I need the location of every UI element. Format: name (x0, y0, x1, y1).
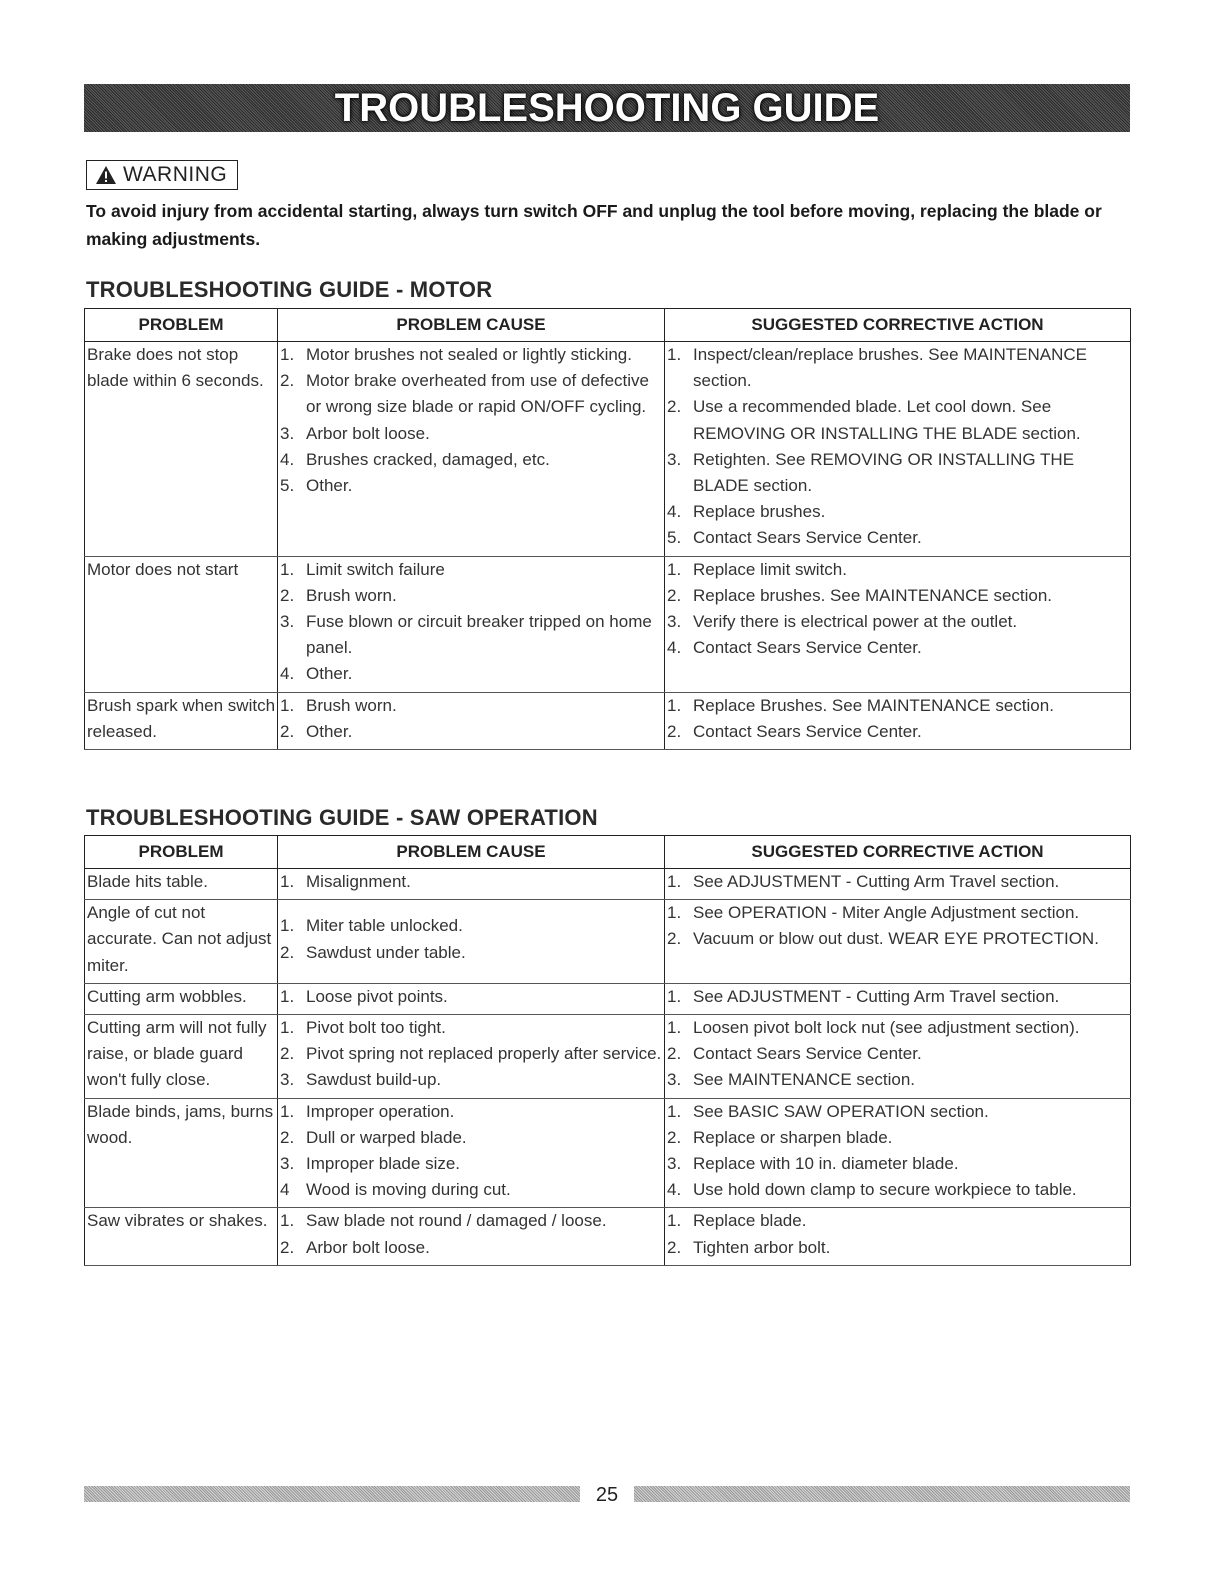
saw-section-title: TROUBLESHOOTING GUIDE - SAW OPERATION (86, 805, 598, 830)
table-row (85, 869, 1131, 900)
cause-cell-list (280, 693, 664, 745)
item-number: 3. (667, 1070, 682, 1090)
action-item (667, 1151, 1130, 1177)
action-cell (665, 342, 1131, 557)
item-text: Improper operation. (306, 1101, 455, 1121)
item-number: 2. (280, 1127, 295, 1147)
action-cell-list (667, 900, 1130, 952)
item-number: 1. (667, 872, 682, 891)
action-item (667, 926, 1130, 952)
item-number: 3. (280, 1070, 295, 1090)
item-text: See BASIC SAW OPERATION section. (693, 1101, 989, 1121)
cause-item (280, 984, 664, 1010)
item-number: 1. (667, 903, 682, 923)
item-text: Motor brake overheated from use of defective or wrong size blade or rapid ON/OFF cycling. (306, 371, 650, 417)
item-number: 2. (280, 585, 295, 605)
item-text: Use hold down clamp to secure workpiece to table. (693, 1180, 1077, 1200)
problem-cell: Brake does not stop blade within 6 seconds. (85, 342, 278, 557)
action-cell (665, 1098, 1131, 1208)
problem-cell: Brush spark when switch released. (85, 692, 278, 749)
table-row (85, 1098, 1131, 1208)
warning-triangle-icon (95, 165, 117, 185)
cause-item (280, 940, 664, 966)
table-header-row (85, 309, 1131, 342)
item-number: 3. (280, 423, 295, 443)
cause-cell (278, 342, 665, 557)
item-number: 2. (667, 929, 682, 949)
item-text: Contact Sears Service Center. (693, 528, 922, 548)
saw-table (84, 835, 1131, 1266)
cause-cell (278, 900, 665, 984)
item-number: 4. (667, 638, 682, 658)
header-action: SUGGESTED CORRECTIVE ACTION (665, 309, 1131, 342)
item-text: Other. (306, 721, 353, 741)
action-item (667, 447, 1130, 499)
item-text: Verify there is electrical power at the outlet. (693, 612, 1018, 632)
action-item (667, 583, 1130, 609)
cause-item (280, 1015, 664, 1041)
cause-item (280, 421, 664, 447)
action-item (667, 1125, 1130, 1151)
page-number: 25 (595, 1484, 619, 1506)
item-text: Use a recommended blade. Let cool down. See REMOVING OR INSTALLING THE BLADE section. (693, 397, 1081, 443)
item-number: 4. (280, 449, 295, 469)
item-number: 3. (280, 1154, 295, 1174)
item-number: 3. (667, 1154, 682, 1174)
cause-cell (278, 1098, 665, 1208)
problem-cell: Cutting arm will not fully raise, or blade guard won't fully close. (85, 1015, 278, 1099)
cause-item (280, 913, 664, 939)
action-item (667, 342, 1130, 394)
item-text: Dull or warped blade. (306, 1127, 467, 1147)
problem-cell: Motor does not start (85, 556, 278, 692)
cause-item (280, 447, 664, 473)
action-item (667, 1177, 1130, 1203)
action-cell-list (667, 557, 1130, 662)
table-header-row (85, 836, 1131, 869)
action-cell (665, 869, 1131, 900)
item-text: Misalignment. (306, 872, 411, 891)
cause-item (280, 1235, 664, 1261)
action-item (667, 1015, 1130, 1041)
cause-item (280, 368, 664, 420)
item-text: Contact Sears Service Center. (693, 638, 922, 658)
item-number: 3. (280, 612, 295, 632)
cause-item (280, 583, 664, 609)
cause-item (280, 693, 664, 719)
item-number: 2. (667, 721, 682, 741)
action-item (667, 1235, 1130, 1261)
item-text: Contact Sears Service Center. (693, 1044, 922, 1064)
motor-table-body (85, 342, 1131, 750)
item-number: 1. (280, 1018, 295, 1038)
item-text: Replace brushes. See MAINTENANCE section. (693, 585, 1053, 605)
item-text: Arbor bolt loose. (306, 423, 430, 443)
item-number: 2. (280, 1044, 295, 1064)
cause-cell-list (280, 1015, 664, 1094)
action-item (667, 557, 1130, 583)
action-cell-list (667, 1015, 1130, 1094)
table-row (85, 692, 1131, 749)
item-number: 2. (280, 721, 295, 741)
item-text: Replace brushes. (693, 502, 826, 522)
item-text: See MAINTENANCE section. (693, 1070, 916, 1090)
action-item (667, 900, 1130, 926)
action-item (667, 1041, 1130, 1067)
cause-cell-list (280, 913, 664, 965)
cause-cell (278, 869, 665, 900)
item-text: Inspect/clean/replace brushes. See MAINTENANCE section. (693, 345, 1088, 391)
action-cell-list (667, 984, 1130, 1010)
item-number: 2. (280, 942, 295, 962)
cause-cell-list (280, 984, 664, 1010)
action-item (667, 609, 1130, 635)
cause-cell-list (280, 1099, 664, 1204)
cause-item (280, 609, 664, 661)
cause-cell-list (280, 869, 664, 895)
cause-item (280, 342, 664, 368)
item-number: 4. (667, 502, 682, 522)
action-item (667, 869, 1130, 895)
item-number: 1. (280, 345, 295, 364)
item-text: Other. (306, 664, 353, 684)
item-number: 2. (667, 1044, 682, 1064)
item-number: 4 (280, 1180, 290, 1200)
item-text: Pivot bolt too tight. (306, 1018, 446, 1038)
action-cell-list (667, 342, 1130, 552)
problem-cell: Angle of cut not accurate. Can not adjust miter. (85, 900, 278, 984)
action-cell (665, 900, 1131, 984)
item-text: Loose pivot points. (306, 986, 448, 1006)
item-text: Brush worn. (306, 695, 397, 715)
item-text: Loosen pivot bolt lock nut (see adjustment section). (693, 1018, 1080, 1038)
cause-item (280, 1041, 664, 1067)
item-text: Pivot spring not replaced properly after service. (306, 1044, 662, 1064)
action-cell (665, 556, 1131, 692)
action-item (667, 719, 1130, 745)
item-number: 1. (667, 1101, 682, 1121)
item-number: 1. (667, 1018, 682, 1038)
item-text: Improper blade size. (306, 1154, 461, 1174)
item-number: 1. (280, 695, 295, 715)
item-number: 1. (280, 1211, 295, 1231)
cause-item (280, 869, 664, 895)
header-action: SUGGESTED CORRECTIVE ACTION (665, 836, 1131, 869)
item-text: See ADJUSTMENT - Cutting Arm Travel section. (693, 872, 1060, 891)
item-number: 2. (667, 1237, 682, 1257)
item-number: 3. (667, 612, 682, 632)
action-item (667, 984, 1130, 1010)
page-title: TROUBLESHOOTING GUIDE (334, 85, 880, 130)
header-cause: PROBLEM CAUSE (278, 836, 665, 869)
item-number: 1. (280, 559, 295, 579)
cause-cell (278, 1015, 665, 1099)
header-cause: PROBLEM CAUSE (278, 309, 665, 342)
item-text: Motor brushes not sealed or lightly sticking. (306, 345, 632, 364)
problem-cell: Saw vibrates or shakes. (85, 1208, 278, 1265)
cause-cell-list (280, 1208, 664, 1260)
item-text: Limit switch failure (306, 559, 445, 579)
problem-cell: Cutting arm wobbles. (85, 983, 278, 1014)
action-cell-list (667, 869, 1130, 895)
cause-cell (278, 556, 665, 692)
action-cell (665, 1015, 1131, 1099)
item-number: 2. (280, 1237, 295, 1257)
item-text: See OPERATION - Miter Angle Adjustment section. (693, 903, 1080, 923)
header-banner (84, 84, 1130, 132)
action-cell (665, 1208, 1131, 1265)
cause-cell (278, 1208, 665, 1265)
item-number: 4. (280, 664, 295, 684)
motor-table (84, 308, 1131, 750)
item-text: Retighten. See REMOVING OR INSTALLING THE BLADE section. (693, 449, 1075, 496)
item-number: 2. (667, 585, 682, 605)
cause-item (280, 1067, 664, 1093)
warning-label-box (86, 160, 238, 190)
item-text: Vacuum or blow out dust. WEAR EYE PROTECTION. (693, 929, 1099, 949)
action-item (667, 635, 1130, 661)
item-text: Sawdust under table. (306, 942, 466, 962)
item-number: 1. (667, 559, 682, 579)
cause-item (280, 719, 664, 745)
table-row (85, 556, 1131, 692)
action-cell (665, 692, 1131, 749)
table-row (85, 983, 1131, 1014)
cause-item (280, 661, 664, 687)
cause-cell-list (280, 557, 664, 688)
action-cell-list (667, 693, 1130, 745)
saw-table-body (85, 869, 1131, 1266)
item-number: 5. (667, 528, 682, 548)
item-text: Replace blade. (693, 1211, 807, 1231)
item-number: 2. (667, 397, 682, 417)
cause-item (280, 1099, 664, 1125)
item-number: 1. (280, 872, 295, 891)
cause-item (280, 1151, 664, 1177)
action-cell-list (667, 1208, 1130, 1260)
cause-item (280, 1177, 664, 1203)
warning-text: To avoid injury from accidental starting, always turn switch OFF and unplug the tool before moving, replacing the blade or making adjustments. (86, 201, 1102, 249)
item-number: 2. (667, 1127, 682, 1147)
cause-cell (278, 692, 665, 749)
cause-item (280, 557, 664, 583)
problem-cell: Blade hits table. (85, 869, 278, 900)
table-row (85, 1015, 1131, 1099)
item-number: 2. (280, 371, 295, 391)
cause-cell (278, 983, 665, 1014)
header-problem: PROBLEM (85, 309, 278, 342)
table-row (85, 900, 1131, 984)
item-text: Brushes cracked, damaged, etc. (306, 449, 550, 469)
action-cell (665, 983, 1131, 1014)
cause-item (280, 473, 664, 499)
item-number: 1. (280, 916, 295, 936)
cause-item (280, 1208, 664, 1234)
item-text: Fuse blown or circuit breaker tripped on home panel. (306, 612, 652, 658)
item-text: Replace limit switch. (693, 559, 847, 579)
footer-bar-left (84, 1486, 580, 1502)
item-number: 1. (280, 986, 295, 1006)
action-item (667, 499, 1130, 525)
item-number: 5. (280, 476, 295, 496)
item-text: See ADJUSTMENT - Cutting Arm Travel section. (693, 986, 1060, 1006)
action-item (667, 394, 1130, 446)
table-row (85, 342, 1131, 557)
item-number: 1. (667, 695, 682, 715)
item-text: Replace Brushes. See MAINTENANCE section. (693, 695, 1054, 715)
item-text: Sawdust build-up. (306, 1070, 442, 1090)
action-item (667, 1099, 1130, 1125)
table-row (85, 1208, 1131, 1265)
action-item (667, 693, 1130, 719)
footer-bar-right (634, 1486, 1130, 1502)
item-text: Brush worn. (306, 585, 397, 605)
item-text: Miter table unlocked. (306, 916, 463, 936)
motor-section-title: TROUBLESHOOTING GUIDE - MOTOR (86, 277, 493, 302)
warning-label: WARNING (123, 163, 228, 186)
action-item (667, 525, 1130, 551)
header-problem: PROBLEM (85, 836, 278, 869)
action-item (667, 1208, 1130, 1234)
cause-cell-list (280, 342, 664, 499)
item-number: 1. (667, 1211, 682, 1231)
item-number: 3. (667, 449, 682, 469)
item-text: Arbor bolt loose. (306, 1237, 430, 1257)
problem-cell: Blade binds, jams, burns wood. (85, 1098, 278, 1208)
item-text: Tighten arbor bolt. (693, 1237, 831, 1257)
item-number: 1. (280, 1101, 295, 1121)
item-text: Saw blade not round / damaged / loose. (306, 1211, 607, 1231)
cause-item (280, 1125, 664, 1151)
item-number: 1. (667, 986, 682, 1006)
item-text: Replace or sharpen blade. (693, 1127, 893, 1147)
action-item (667, 1067, 1130, 1093)
item-text: Contact Sears Service Center. (693, 721, 922, 741)
action-cell-list (667, 1099, 1130, 1204)
item-text: Other. (306, 476, 353, 496)
item-number: 4. (667, 1180, 682, 1200)
item-number: 1. (667, 345, 682, 364)
item-text: Wood is moving during cut. (306, 1180, 511, 1200)
item-text: Replace with 10 in. diameter blade. (693, 1154, 959, 1174)
